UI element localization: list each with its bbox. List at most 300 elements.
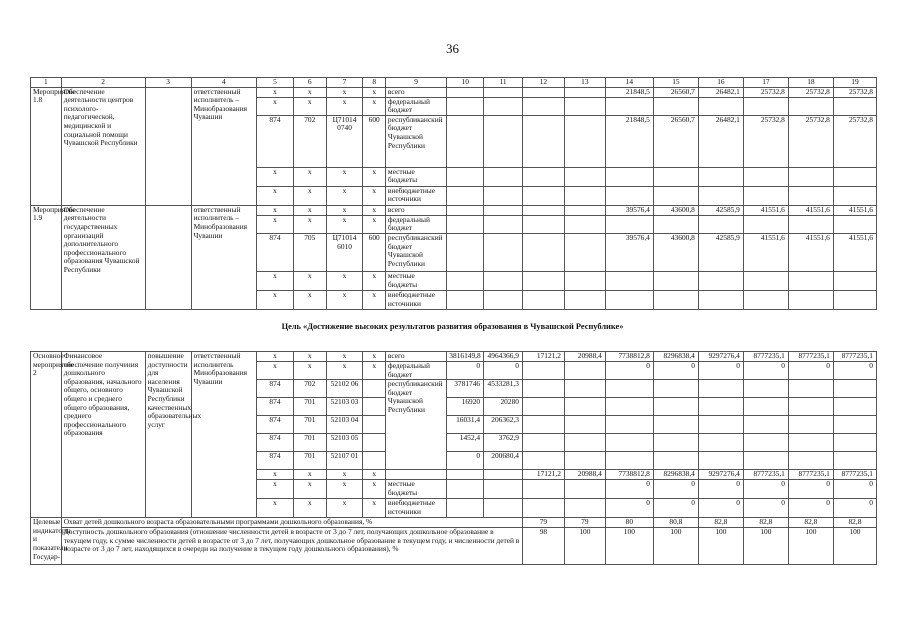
- cell-c18: 25732,8: [788, 87, 833, 97]
- cell-c8: x: [363, 351, 386, 361]
- header-col-18: 18: [788, 78, 833, 88]
- cell-c6: x: [293, 271, 326, 290]
- cell-c15: 26560,7: [653, 87, 698, 97]
- cell-c12: [522, 233, 564, 271]
- header-col-5: 5: [257, 78, 294, 88]
- cell-c18: 0: [788, 361, 833, 379]
- cell-c14: [605, 97, 653, 115]
- cell-c14: 39576,4: [605, 205, 653, 215]
- target-row: [31, 528, 877, 565]
- cell-c19: [833, 271, 876, 290]
- cell-c10: [447, 480, 484, 499]
- targets-label: Целевые индикаторы и показатели Государ-: [31, 518, 62, 565]
- cell-c8: x: [363, 97, 386, 115]
- target-text: Охват детей дошкольного возраста образовательными программами дошкольного образования, %: [61, 518, 522, 528]
- cell-c15: [653, 290, 698, 309]
- cell-c14: 39576,4: [605, 233, 653, 271]
- cell-c14: 0: [605, 361, 653, 379]
- cell-c19: [833, 380, 876, 398]
- cell-c6: 705: [293, 233, 326, 271]
- cell-c18: 100: [788, 528, 833, 565]
- cell-c6: x: [293, 290, 326, 309]
- cell-c12: [522, 434, 564, 452]
- header-col-13: 13: [564, 78, 605, 88]
- cell-c18: 82,8: [788, 518, 833, 528]
- cell-c5: x: [257, 215, 294, 233]
- cell-c15: 0: [653, 361, 698, 379]
- cell-c17: 41551,6: [743, 233, 788, 271]
- header-col-11: 11: [484, 78, 523, 88]
- om2-name: Финансовое обеспечение получения дошкольного образования, начального общего, основного общего и среднего общего образования, среднего профессионального образования: [61, 351, 145, 517]
- cell-c16: [698, 186, 743, 205]
- cell-c7: Ц71014 0740: [326, 115, 363, 167]
- cell-c17: 41551,6: [743, 205, 788, 215]
- cell-c6: 701: [293, 398, 326, 416]
- cell-c15: [653, 215, 698, 233]
- cell-c7: x: [326, 351, 363, 361]
- header-col-9: 9: [385, 78, 446, 88]
- cell-c14: 21848,5: [605, 115, 653, 167]
- cell-c11: [484, 97, 523, 115]
- cell-c12: [522, 380, 564, 398]
- cell-c10: [447, 115, 484, 167]
- cell-c16: 9297276,4: [698, 351, 743, 361]
- cell-c7: x: [326, 470, 363, 480]
- funding-source: местные бюджеты: [385, 271, 446, 290]
- cell-c13: [564, 186, 605, 205]
- cell-c6: 701: [293, 452, 326, 470]
- cell-c6: 701: [293, 416, 326, 434]
- cell-c11: 4533281,3: [484, 380, 523, 398]
- cell-c16: [698, 416, 743, 434]
- cell-c6: x: [293, 480, 326, 499]
- cell-c16: 100: [698, 528, 743, 565]
- cell-c11: 206362,3: [484, 416, 523, 434]
- cell-c19: [833, 434, 876, 452]
- cell-c12: 98: [522, 528, 564, 565]
- funding-source: внебюджетные источники: [385, 499, 446, 518]
- cell-c7: 52102 06: [326, 380, 363, 398]
- cell-c15: 43600,8: [653, 233, 698, 271]
- header-col-12: 12: [522, 78, 564, 88]
- cell-c18: [788, 97, 833, 115]
- cell-c18: 0: [788, 480, 833, 499]
- cell-c10: [447, 205, 484, 215]
- cell-c13: [564, 480, 605, 499]
- cell-c6: 702: [293, 115, 326, 167]
- cell-c16: 0: [698, 361, 743, 379]
- cell-c14: 80: [605, 518, 653, 528]
- header-col-8: 8: [363, 78, 386, 88]
- cell-c18: [788, 416, 833, 434]
- cell-c15: [653, 416, 698, 434]
- cell-c18: [788, 271, 833, 290]
- cell-c13: [564, 215, 605, 233]
- cell-c11: 3762,9: [484, 434, 523, 452]
- cell-c10: [447, 167, 484, 186]
- cell-c15: 0: [653, 499, 698, 518]
- cell-c15: [653, 97, 698, 115]
- goal-heading: Цель «Достижение высоких результатов развития образования в Чувашской Республике»: [281, 322, 624, 331]
- cell-c15: [653, 452, 698, 470]
- cell-c8: x: [363, 361, 386, 379]
- cell-c17: 100: [743, 528, 788, 565]
- cell-c5: x: [257, 186, 294, 205]
- cell-c10: 0: [447, 361, 484, 379]
- cell-c19: [833, 416, 876, 434]
- cell-c8: [363, 398, 386, 416]
- cell-c13: 79: [564, 518, 605, 528]
- cell-c14: 7738812,8: [605, 470, 653, 480]
- cell-c17: [743, 271, 788, 290]
- cell-c16: [698, 434, 743, 452]
- cell-c18: 8777235,1: [788, 351, 833, 361]
- cell-c14: [605, 290, 653, 309]
- header-col-7: 7: [326, 78, 363, 88]
- cell-c17: [743, 167, 788, 186]
- header-col-17: 17: [743, 78, 788, 88]
- cell-c13: 20988,4: [564, 351, 605, 361]
- cell-c19: 41551,6: [833, 205, 876, 215]
- cell-c12: 79: [522, 518, 564, 528]
- cell-c14: 21848,5: [605, 87, 653, 97]
- cell-c11: [484, 271, 523, 290]
- cell-c5: 874: [257, 434, 294, 452]
- cell-c6: 702: [293, 380, 326, 398]
- header-col-2: 2: [61, 78, 145, 88]
- target-text: Доступность дошкольного образования (отношение численности детей в возрасте от 3 до 7 лет, получающих дошкольное образование в текущем году, к сумме численности детей в возрасте от 3 до 7 лет, получающих дошкольное образование в текущем году, и численности детей в возрасте от 3 до 7 лет, находящихся в очереди на получение в текущем году дошкольного образования), %: [61, 528, 522, 565]
- cell-c10: 3781746: [447, 380, 484, 398]
- cell-c6: x: [293, 470, 326, 480]
- cell-c15: 8296838,4: [653, 351, 698, 361]
- cell-c5: 874: [257, 233, 294, 271]
- cell-c12: [522, 115, 564, 167]
- cell-c18: 0: [788, 499, 833, 518]
- cell-c17: [743, 398, 788, 416]
- cell-c6: 701: [293, 434, 326, 452]
- cell-c18: 41551,6: [788, 205, 833, 215]
- cell-c5: x: [257, 290, 294, 309]
- cell-c13: 100: [564, 528, 605, 565]
- cell-c5: x: [257, 351, 294, 361]
- target-row: [31, 518, 877, 528]
- m19-name: Обеспечение деятельности государственных организаций дополнительного профессионального образования Чувашской Республики: [61, 205, 145, 309]
- funding-source: федеральный бюджет: [385, 361, 446, 379]
- cell-c14: [605, 380, 653, 398]
- cell-c18: [788, 398, 833, 416]
- cell-c15: 43600,8: [653, 205, 698, 215]
- cell-c5: x: [257, 361, 294, 379]
- cell-c15: [653, 271, 698, 290]
- cell-c7: x: [326, 271, 363, 290]
- header-col-19: 19: [833, 78, 876, 88]
- header-col-15: 15: [653, 78, 698, 88]
- cell-c19: 100: [833, 528, 876, 565]
- cell-c13: [564, 167, 605, 186]
- cell-c7: x: [326, 480, 363, 499]
- cell-c17: 25732,8: [743, 115, 788, 167]
- cell-c5: 874: [257, 380, 294, 398]
- cell-c12: [522, 215, 564, 233]
- cell-c12: [522, 97, 564, 115]
- cell-c14: [605, 167, 653, 186]
- header-col-4: 4: [191, 78, 256, 88]
- cell-c17: 82,8: [743, 518, 788, 528]
- funding-source: республиканский бюджет Чувашской Республики: [385, 233, 446, 271]
- funding-source: всего: [385, 87, 446, 97]
- funding-source: всего: [385, 205, 446, 215]
- cell-c11: [484, 87, 523, 97]
- cell-c7: x: [326, 361, 363, 379]
- cell-c12: [522, 480, 564, 499]
- cell-c8: x: [363, 470, 386, 480]
- cell-c15: [653, 434, 698, 452]
- cell-c18: [788, 434, 833, 452]
- cell-c12: [522, 167, 564, 186]
- cell-c13: [564, 87, 605, 97]
- cell-c16: [698, 452, 743, 470]
- om2-result: повышение доступности для населения Чувашской Республики качественных образовательных услуг: [145, 351, 191, 517]
- cell-c15: [653, 186, 698, 205]
- cell-c13: [564, 398, 605, 416]
- cell-c17: [743, 97, 788, 115]
- cell-c18: [788, 186, 833, 205]
- cell-c5: 874: [257, 398, 294, 416]
- cell-c17: [743, 416, 788, 434]
- cell-c13: [564, 380, 605, 398]
- cell-c6: x: [293, 215, 326, 233]
- cell-c13: [564, 233, 605, 271]
- cell-c5: x: [257, 167, 294, 186]
- cell-c8: x: [363, 186, 386, 205]
- cell-c10: [447, 215, 484, 233]
- cell-c8: 600: [363, 233, 386, 271]
- cell-c17: [743, 380, 788, 398]
- cell-c7: x: [326, 215, 363, 233]
- cell-c8: x: [363, 271, 386, 290]
- funding-source: федеральный бюджет: [385, 215, 446, 233]
- cell-c16: 9297276,4: [698, 470, 743, 480]
- cell-c6: x: [293, 205, 326, 215]
- cell-c6: x: [293, 351, 326, 361]
- cell-c12: [522, 452, 564, 470]
- cell-c11: [484, 499, 523, 518]
- cell-c18: 41551,6: [788, 233, 833, 271]
- cell-c7: x: [326, 87, 363, 97]
- cell-c16: [698, 290, 743, 309]
- cell-c11: [484, 290, 523, 309]
- cell-c19: 41551,6: [833, 233, 876, 271]
- cell-c10: [447, 290, 484, 309]
- cell-c14: [605, 398, 653, 416]
- cell-c12: [522, 186, 564, 205]
- table-header-row: [31, 78, 877, 88]
- cell-c13: [564, 290, 605, 309]
- cell-c11: 4964366,9: [484, 351, 523, 361]
- cell-c16: 42585,9: [698, 233, 743, 271]
- cell-c17: [743, 290, 788, 309]
- m19-label: Мероприятие 1.9: [31, 205, 62, 309]
- cell-c17: [743, 452, 788, 470]
- om2-label: Основное мероприятие 2: [31, 351, 62, 517]
- cell-c6: x: [293, 186, 326, 205]
- cell-c16: [698, 215, 743, 233]
- funding-source: внебюджетные источники: [385, 290, 446, 309]
- cell-c13: [564, 416, 605, 434]
- cell-c10: 3816149,8: [447, 351, 484, 361]
- cell-c18: 25732,8: [788, 115, 833, 167]
- cell-c17: 25732,8: [743, 87, 788, 97]
- cell-c10: [447, 233, 484, 271]
- cell-c13: [564, 97, 605, 115]
- cell-c8: x: [363, 290, 386, 309]
- cell-c7: x: [326, 290, 363, 309]
- om2-row-total: [31, 351, 877, 361]
- cell-c12: [522, 271, 564, 290]
- cell-c15: [653, 167, 698, 186]
- header-col-3: 3: [145, 78, 191, 88]
- cell-c10: [447, 97, 484, 115]
- cell-c10: 16031,4: [447, 416, 484, 434]
- header-col-16: 16: [698, 78, 743, 88]
- cell-c12: [522, 361, 564, 379]
- cell-c19: [833, 398, 876, 416]
- cell-c14: [605, 452, 653, 470]
- cell-c12: [522, 398, 564, 416]
- cell-c15: 8296838,4: [653, 470, 698, 480]
- cell-c13: [564, 205, 605, 215]
- cell-c19: 0: [833, 361, 876, 379]
- cell-c16: [698, 398, 743, 416]
- cell-c14: [605, 434, 653, 452]
- cell-c8: [363, 416, 386, 434]
- cell-c19: [833, 167, 876, 186]
- cell-c7: 52103 04: [326, 416, 363, 434]
- cell-c12: 17121,2: [522, 470, 564, 480]
- cell-c6: x: [293, 87, 326, 97]
- cell-c8: x: [363, 167, 386, 186]
- funding-source: местные бюджеты: [385, 480, 446, 499]
- cell-c19: 82,8: [833, 518, 876, 528]
- cell-c10: 1452,4: [447, 434, 484, 452]
- cell-c12: 17121,2: [522, 351, 564, 361]
- cell-c12: [522, 290, 564, 309]
- cell-c17: 0: [743, 480, 788, 499]
- cell-c10: [447, 499, 484, 518]
- cell-c11: [484, 480, 523, 499]
- funding-source: федеральный бюджет: [385, 97, 446, 115]
- cell-c19: [833, 452, 876, 470]
- cell-c5: 874: [257, 115, 294, 167]
- cell-c14: [605, 271, 653, 290]
- header-col-6: 6: [293, 78, 326, 88]
- cell-c18: [788, 167, 833, 186]
- cell-c5: x: [257, 499, 294, 518]
- cell-c16: [698, 380, 743, 398]
- cell-c19: [833, 186, 876, 205]
- cell-c7: x: [326, 186, 363, 205]
- cell-c18: [788, 452, 833, 470]
- cell-c5: 874: [257, 416, 294, 434]
- cell-c15: [653, 398, 698, 416]
- cell-c19: 0: [833, 499, 876, 518]
- cell-c13: [564, 452, 605, 470]
- cell-c6: x: [293, 167, 326, 186]
- cell-c15: 26560,7: [653, 115, 698, 167]
- cell-c7: 52107 01: [326, 452, 363, 470]
- cell-c7: 52103 03: [326, 398, 363, 416]
- cell-c8: x: [363, 215, 386, 233]
- funding-source: [385, 470, 446, 480]
- cell-c11: [484, 215, 523, 233]
- cell-c12: [522, 499, 564, 518]
- cell-c18: 8777235,1: [788, 470, 833, 480]
- cell-c8: x: [363, 87, 386, 97]
- header-col-10: 10: [447, 78, 484, 88]
- cell-c7: x: [326, 97, 363, 115]
- cell-c8: [363, 434, 386, 452]
- cell-c16: 82,8: [698, 518, 743, 528]
- cell-c16: 42585,9: [698, 205, 743, 215]
- cell-c16: 26482,1: [698, 87, 743, 97]
- cell-c8: [363, 380, 386, 398]
- cell-c7: x: [326, 499, 363, 518]
- cell-c13: [564, 361, 605, 379]
- cell-c5: x: [257, 97, 294, 115]
- cell-c17: 8777235,1: [743, 470, 788, 480]
- cell-c18: [788, 215, 833, 233]
- cell-c13: 20988,4: [564, 470, 605, 480]
- cell-c19: 8777235,1: [833, 470, 876, 480]
- cell-c16: [698, 97, 743, 115]
- cell-c17: 0: [743, 499, 788, 518]
- cell-c17: 0: [743, 361, 788, 379]
- cell-c6: x: [293, 361, 326, 379]
- funding-source: всего: [385, 351, 446, 361]
- cell-c5: x: [257, 470, 294, 480]
- cell-c15: [653, 380, 698, 398]
- cell-c16: 0: [698, 499, 743, 518]
- cell-c12: [522, 416, 564, 434]
- m19-resp: ответственный исполнитель – Минобразования Чувашии: [191, 205, 256, 309]
- m18-result: [145, 87, 191, 205]
- cell-c12: [522, 87, 564, 97]
- m18-label: Мероприятие 1.8: [31, 87, 62, 205]
- cell-c17: [743, 215, 788, 233]
- cell-c10: [447, 186, 484, 205]
- cell-c19: 25732,8: [833, 115, 876, 167]
- cell-c14: 7738812,8: [605, 351, 653, 361]
- cell-c15: 80,8: [653, 518, 698, 528]
- cell-c19: 8777235,1: [833, 351, 876, 361]
- cell-c13: [564, 271, 605, 290]
- cell-c10: [447, 470, 484, 480]
- cell-c7: 52103 05: [326, 434, 363, 452]
- cell-c11: [484, 470, 523, 480]
- funding-source: республиканский бюджет Чувашской Республики: [385, 115, 446, 167]
- cell-c14: [605, 186, 653, 205]
- cell-c10: [447, 87, 484, 97]
- cell-c14: 100: [605, 528, 653, 565]
- cell-c8: x: [363, 205, 386, 215]
- cell-c7: Ц71014 6010: [326, 233, 363, 271]
- cell-c5: x: [257, 205, 294, 215]
- cell-c5: x: [257, 480, 294, 499]
- cell-c7: x: [326, 167, 363, 186]
- cell-c12: [522, 205, 564, 215]
- header-col-14: 14: [605, 78, 653, 88]
- cell-c15: 0: [653, 480, 698, 499]
